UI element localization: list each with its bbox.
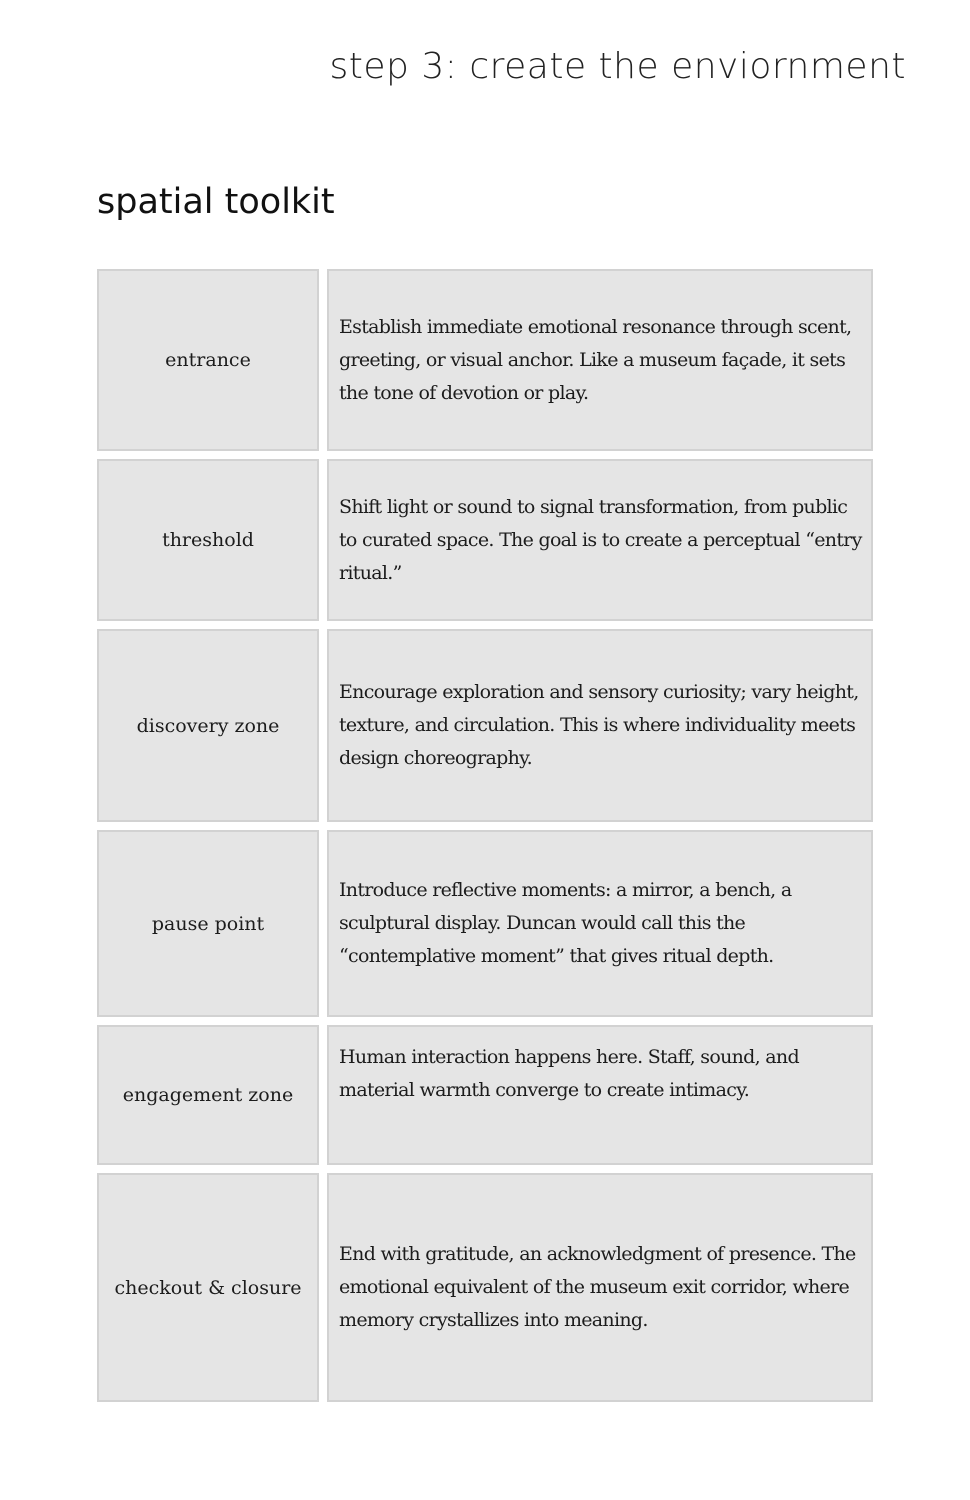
page-header: step 3: create the enviornment [329, 46, 906, 87]
toolkit-row-pause-point [97, 830, 873, 1017]
toolkit-term: pause point [97, 830, 319, 1017]
toolkit-description: Shift light or sound to signal transformation, from public to curated space. The goal is to create a perceptual “entry ritual.” [327, 459, 873, 621]
toolkit-term: threshold [97, 459, 319, 621]
toolkit-description: Encourage exploration and sensory curiosity; vary height, texture, and circulation. This is where individuality meets design choreography. [327, 629, 873, 822]
toolkit-term: entrance [97, 269, 319, 451]
section-title: spatial toolkit [97, 182, 335, 222]
toolkit-row-threshold [97, 459, 873, 621]
toolkit-row-entrance [97, 269, 873, 451]
toolkit-description: Introduce reflective moments: a mirror, a bench, a sculptural display. Duncan would call this the “contemplative moment” that gives ritual depth. [327, 830, 873, 1017]
toolkit-description: Establish immediate emotional resonance through scent, greeting, or visual anchor. Like a museum façade, it sets the tone of devotion or play. [327, 269, 873, 451]
toolkit-description: Human interaction happens here. Staff, sound, and material warmth converge to create intimacy. [327, 1025, 873, 1165]
spatial-toolkit-table [97, 269, 873, 1410]
toolkit-row-engagement-zone [97, 1025, 873, 1165]
toolkit-term: discovery zone [97, 629, 319, 822]
toolkit-description: End with gratitude, an acknowledgment of presence. The emotional equivalent of the museum exit corridor, where memory crystallizes into meaning. [327, 1173, 873, 1402]
toolkit-term: engagement zone [97, 1025, 319, 1165]
toolkit-term: checkout & closure [97, 1173, 319, 1402]
toolkit-row-discovery-zone [97, 629, 873, 822]
toolkit-row-checkout-closure [97, 1173, 873, 1402]
